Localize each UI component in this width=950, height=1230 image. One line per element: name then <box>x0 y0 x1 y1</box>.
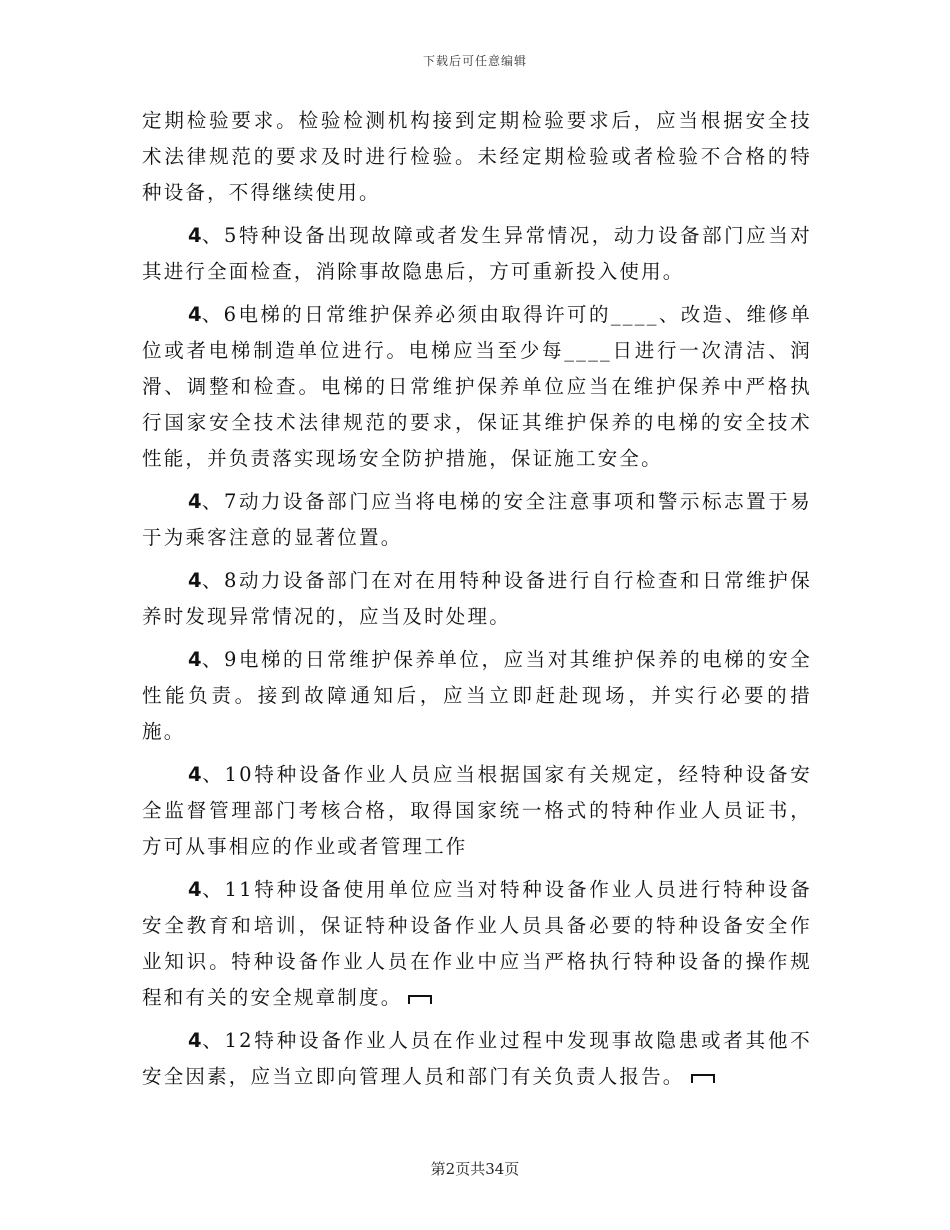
paragraph-continuation <box>142 103 812 211</box>
paragraph-mark-icon <box>691 1074 715 1083</box>
paragraph-mark-icon <box>408 995 432 1004</box>
clause-number: 4 <box>188 569 202 592</box>
paragraph-4-6 <box>142 297 812 477</box>
paragraph-text: 定期检验要求。检验检测机构接到定期检验要求后，应当根据安全技术法律规范的要求及时进行检验。未经定期检验或者检验不合格的特种设备，不得继续使用。 <box>142 109 812 204</box>
document-body <box>142 103 812 1102</box>
paragraph-text: 、11特种设备使用单位应当对特种设备作业人员进行特种设备安全教育和培训，保证特种设备作业人员具备必要的特种设备安全作业知识。特种设备作业人员在作业中应当严格执行特种设备的操作规程和有关的安全规章制度。 <box>142 878 812 1009</box>
paragraph-4-11 <box>142 872 812 1016</box>
paragraph-text: 、10特种设备作业人员应当根据国家有关规定，经特种设备安全监督管理部门考核合格，取得国家统一格式的特种作业人员证书，方可从事相应的作业或者管理工作 <box>142 763 812 858</box>
paragraph-4-8 <box>142 563 812 635</box>
paragraph-text: 、7动力设备部门应当将电梯的安全注意事项和警示标志置于易于为乘客注意的显著位置。 <box>142 490 812 549</box>
clause-number: 4 <box>188 224 202 247</box>
paragraph-4-10 <box>142 757 812 865</box>
paragraph-text: 、12特种设备作业人员在作业过程中发现事故隐患或者其他不安全因素，应当立即向管理人员和部门有关负责人报告。 <box>142 1029 812 1088</box>
paragraph-text: 、9电梯的日常维护保养单位，应当对其维护保养的电梯的安全性能负责。接到故障通知后，应当立即赶赴现场，并实行必要的措施。 <box>142 648 812 743</box>
paragraph-4-5 <box>142 218 812 290</box>
clause-number: 4 <box>188 878 202 901</box>
page-header: 下载后可任意编辑 <box>422 54 527 68</box>
paragraph-4-12 <box>142 1023 812 1095</box>
clause-number: 4 <box>188 490 202 513</box>
page-footer: 第2页共34页 <box>430 1160 520 1178</box>
paragraph-text: 、6电梯的日常维护保养必须由取得许可的____、改造、维修单位或者电梯制造单位进行。电梯应当至少每____日进行一次清洁、润滑、调整和检查。电梯的日常维护保养单位应当在维护保养中严格执行国家安全技术法律规范的要求，保证其维护保养的电梯的安全技术性能，并负责落实现场安全防护措施，保证施工安全。 <box>142 303 812 470</box>
paragraph-text: 、8动力设备部门在对在用特种设备进行自行检查和日常维护保养时发现异常情况的，应当及时处理。 <box>142 569 812 628</box>
clause-number: 4 <box>188 303 202 326</box>
clause-number: 4 <box>188 1029 202 1052</box>
paragraph-text: 、5特种设备出现故障或者发生异常情况，动力设备部门应当对其进行全面检查，消除事故隐患后，方可重新投入使用。 <box>142 224 812 283</box>
paragraph-4-7 <box>142 484 812 556</box>
clause-number: 4 <box>188 763 202 786</box>
clause-number: 4 <box>188 648 202 671</box>
paragraph-4-9 <box>142 642 812 750</box>
